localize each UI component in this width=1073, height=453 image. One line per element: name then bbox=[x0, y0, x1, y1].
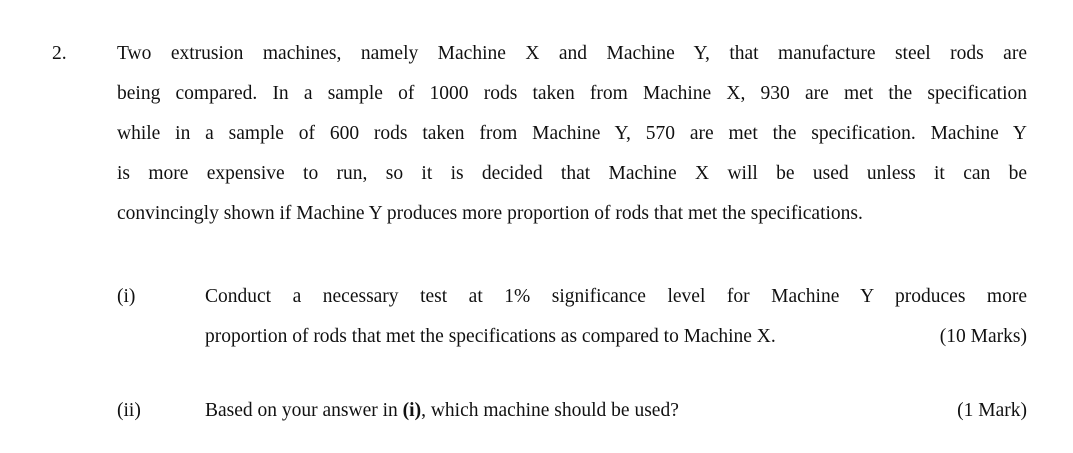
part-ii-label: (ii) bbox=[117, 400, 141, 421]
stem-line: is more expensive to run, so it is decided that Machine X will be used unless it can be bbox=[117, 163, 1027, 184]
part-ii-reference: (i) bbox=[402, 400, 422, 421]
stem-line: convincingly shown if Machine Y produces more proportion of rods that met the specifications. bbox=[117, 203, 863, 224]
part-i-label: (i) bbox=[117, 286, 136, 307]
part-ii-body bbox=[205, 401, 1027, 441]
part-ii-marks: (1 Mark) bbox=[957, 400, 1027, 421]
part-ii-text-before: Based on your answer in bbox=[205, 400, 403, 421]
stem-line: being compared. In a sample of 1000 rods taken from Machine X, 930 are met the specification bbox=[117, 83, 1027, 104]
part-ii-text bbox=[205, 401, 1027, 441]
part-i-line: proportion of rods that met the specifications as compared to Machine X. bbox=[205, 326, 776, 347]
question-stem bbox=[117, 44, 1027, 244]
stem-line: Two extrusion machines, namely Machine X and Machine Y, that manufacture steel rods are bbox=[117, 43, 1027, 64]
part-i-line: Conduct a necessary test at 1% significance level for Machine Y produces more bbox=[205, 286, 1027, 307]
part-i-marks: (10 Marks) bbox=[939, 326, 1027, 347]
question-number: 2. bbox=[52, 43, 67, 64]
part-ii-text-after: , which machine should be used? bbox=[421, 400, 679, 421]
stem-line: while in a sample of 600 rods taken from Machine Y, 570 are met the specification. Machine Y bbox=[117, 123, 1027, 144]
part-i-body bbox=[205, 287, 1027, 367]
